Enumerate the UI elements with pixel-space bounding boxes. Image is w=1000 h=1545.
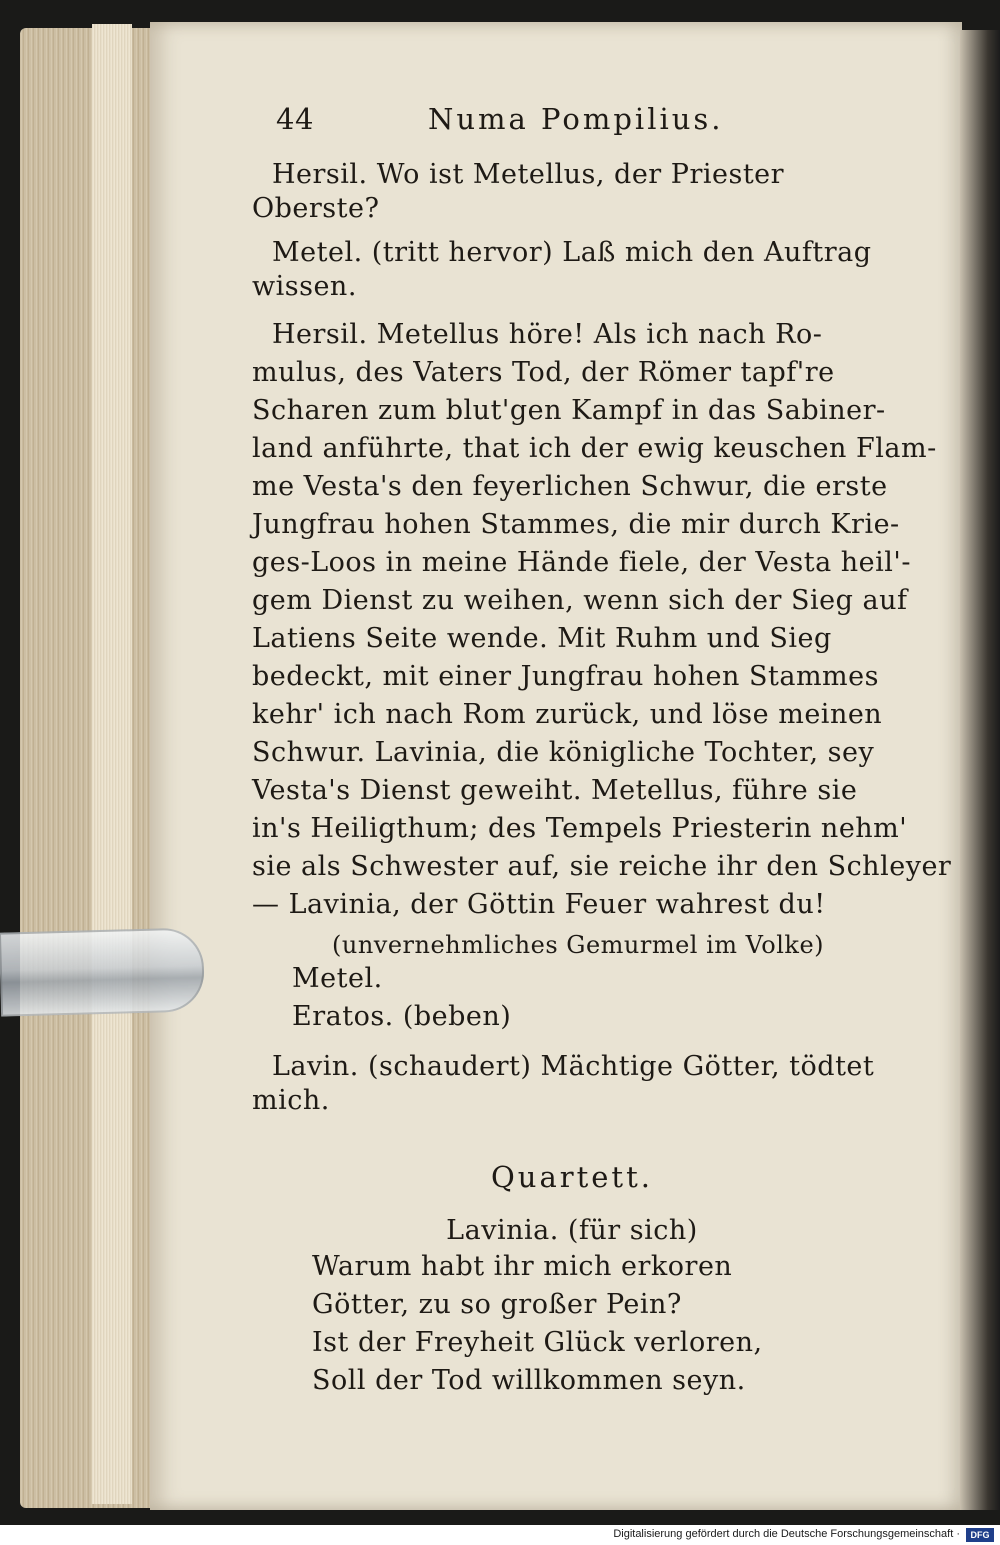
text-line: ges-Loos in meine Hände fiele, der Vesta heil'- xyxy=(252,547,911,578)
text-line: mulus, des Vaters Tod, der Römer tapf're xyxy=(252,357,835,388)
text-line: Lavin. (schaudert) Mächtige Götter, tödtet xyxy=(272,1051,875,1082)
text-line: me Vesta's den feyerlichen Schwur, die erste xyxy=(252,471,888,502)
page-holder-clip xyxy=(0,927,205,1016)
verse-speaker: Lavinia. (für sich) xyxy=(446,1215,698,1246)
text-line: wissen. xyxy=(252,271,357,302)
stage-direction: (unvernehmliches Gemurmel im Volke) xyxy=(332,931,825,959)
footer-bar xyxy=(0,1525,1000,1545)
book-page-edges xyxy=(20,28,160,1508)
book-page-edges-inner xyxy=(92,24,132,1504)
text-line: in's Heiligthum; des Tempels Priesterin nehm' xyxy=(252,813,908,844)
text-line: Eratos. (beben) xyxy=(292,1001,512,1032)
text-line: bedeckt, mit einer Jungfrau hohen Stammes xyxy=(252,661,879,692)
text-line: sie als Schwester auf, sie reiche ihr den Schleyer xyxy=(252,851,952,882)
text-line: Schwur. Lavinia, die königliche Tochter, sey xyxy=(252,737,875,768)
text-line: Hersil. Metellus höre! Als ich nach Ro- xyxy=(272,319,823,350)
text-line: Vesta's Dienst geweiht. Metellus, führe sie xyxy=(252,775,858,806)
text-line: Jungfrau hohen Stammes, die mir durch Krie- xyxy=(252,509,900,540)
text-line: Latiens Seite wende. Mit Ruhm und Sieg xyxy=(252,623,832,654)
verse-line: Warum habt ihr mich erkoren xyxy=(312,1251,733,1282)
book-gutter-right xyxy=(960,30,1000,1510)
funding-credit: Digitalisierung gefördert durch die Deutsche Forschungsgemeinschaft · xyxy=(613,1528,960,1540)
section-title: Quartett. xyxy=(491,1160,653,1194)
text-line: Oberste? xyxy=(252,193,380,224)
page-number: 44 xyxy=(276,102,314,136)
text-line: Metel. xyxy=(292,963,383,994)
verse-line: Soll der Tod willkommen seyn. xyxy=(312,1365,746,1396)
text-line: gem Dienst zu weihen, wenn sich der Sieg auf xyxy=(252,585,908,616)
running-title: Numa Pompilius. xyxy=(428,102,724,136)
text-line: kehr' ich nach Rom zurück, und löse meinen xyxy=(252,699,883,730)
text-line: Metel. (tritt hervor) Laß mich den Auftrag xyxy=(272,237,872,268)
dfg-logo: DFG xyxy=(966,1528,994,1542)
text-line: — Lavinia, der Göttin Feuer wahrest du! xyxy=(252,889,826,920)
text-line: mich. xyxy=(252,1085,330,1116)
text-line: Hersil. Wo ist Metellus, der Priester xyxy=(272,159,785,190)
text-line: Scharen zum blut'gen Kampf in das Sabiner- xyxy=(252,395,886,426)
text-line: land anführte, that ich der ewig keuschen Flam- xyxy=(252,433,937,464)
verse-line: Ist der Freyheit Glück verloren, xyxy=(312,1327,763,1358)
verse-line: Götter, zu so großer Pein? xyxy=(312,1289,682,1320)
